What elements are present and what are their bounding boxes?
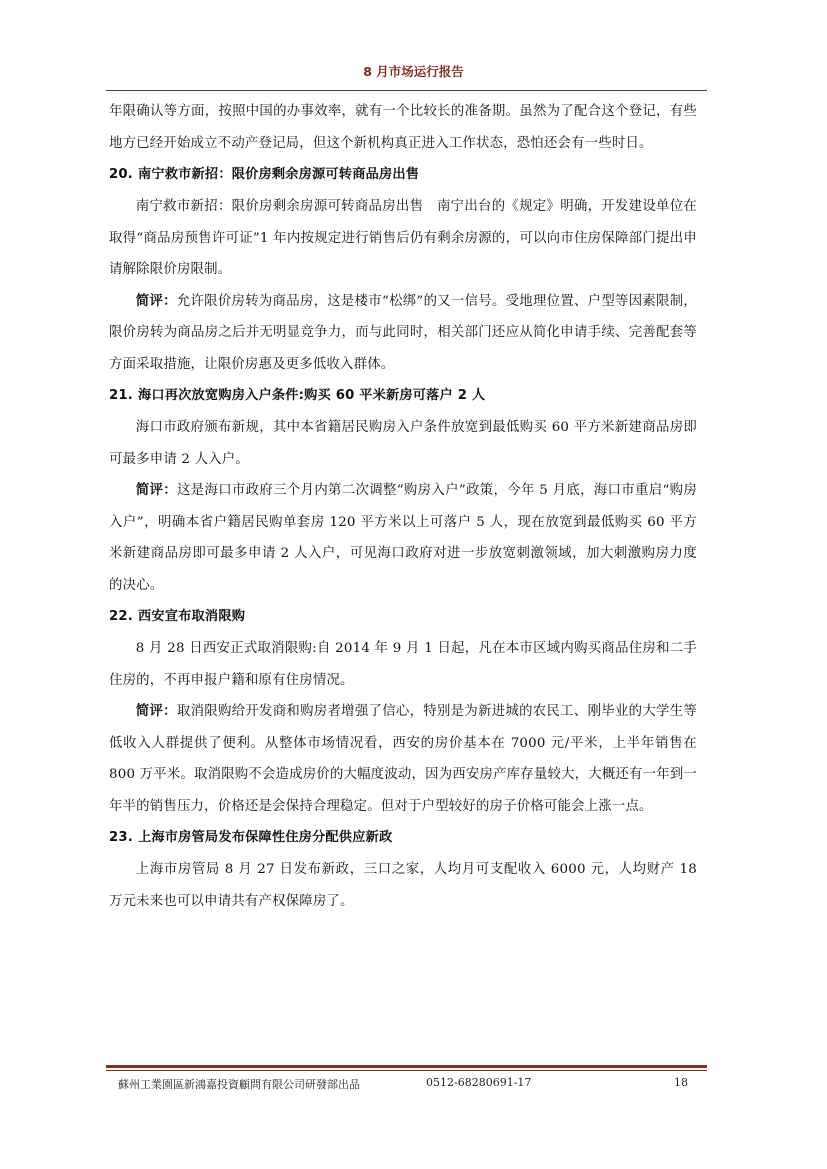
document-body	[109, 96, 697, 917]
footer-divider-thin	[106, 1070, 707, 1071]
section-number: 22.	[109, 609, 133, 624]
section-heading-22	[109, 601, 697, 633]
section-heading-21	[109, 380, 697, 412]
page-header-title: 8 月市场运行报告	[363, 64, 464, 79]
comment-label: 简评：	[135, 293, 177, 309]
comment-text: 允许限价房转为商品房，这是楼市“松绑”的又一信号。受地理位置、户型等因素限制，限价房转为商品房之后并无明显竞争力，而与此同时，相关部门还应从简化申请手续、完善配套等方面采取措施，让限价房惠及更多低收入群体。	[109, 293, 697, 372]
news-paragraph: 上海市房管局 8 月 27 日发布新政，三口之家，人均月可支配收入 6000 元，人均财产 18 万元未来也可以申请共有产权保障房了。	[109, 862, 697, 909]
news-paragraph: 8 月 28 日西安正式取消限购:自 2014 年 9 月 1 日起，凡在本市区域内购买商品住房和二手住房的，不再申报户籍和原有住房情况。	[109, 641, 697, 688]
page-number: 18	[674, 1076, 688, 1089]
section-heading-20	[109, 159, 697, 191]
comment-text: 取消限购给开发商和购房者增强了信心，特别是为新进城的农民工、刚毕业的大学生等低收入人群提供了便利。从整体市场情况看，西安的房价基本在 7000 元/平米，上半年销售在 800 万平米。取消限购不会造成房价的大幅度波动，因为西安房产库存量较大，大概还有一年到一年半的销售压力，价格还是会保持合理稳定。但对于户型较好的房子价格可能会上涨一点。	[109, 704, 697, 814]
comment-text: 这是海口市政府三个月内第二次调整“购房入户”政策，今年 5 月底，海口市重启“购房入户”，明确本省户籍居民购单套房 120 平方米以上可落户 5 人，现在放宽到最低购买 60 平方米新建商品房即可最多申请 2 人入户，可见海口政府对进一步放宽刺激领域，加大刺激购房力度的决心。	[109, 483, 697, 593]
section-heading-23	[109, 822, 697, 854]
news-paragraph: 南宁救市新招：限价房剩余房源可转商品房出售 南宁出台的《规定》明确，开发建设单位在取得“商品房预售许可证”1 年内按规定进行销售后仍有剩余房源的，可以向市住房保障部门提出申请解除限价房限制。	[109, 199, 697, 277]
comment-paragraph	[109, 286, 697, 381]
comment-label: 简评：	[135, 483, 177, 498]
footer-company: 蘇州工業園區新鴻嘉投資顧問有限公司研發部出品	[118, 1078, 360, 1091]
section-title: 上海市房管局发布保障性住房分配供应新政	[138, 830, 393, 845]
comment-paragraph	[109, 696, 697, 822]
footer-divider-thick	[106, 1065, 707, 1068]
section-title: 海口再次放宽购房入户条件:购买 60 平米新房可落户 2 人	[138, 388, 486, 403]
section-number: 23.	[109, 830, 133, 845]
section-number: 20.	[109, 167, 133, 182]
section-title: 南宁救市新招：限价房剩余房源可转商品房出售	[138, 167, 420, 182]
comment-label: 简评：	[135, 704, 177, 719]
paragraph-continued: 年限确认等方面，按照中国的办事效率，就有一个比较长的准备期。虽然为了配合这个登记，有些地方已经开始成立不动产登记局，但这个新机构真正进入工作状态，恐怕还会有一些时日。	[109, 104, 697, 151]
footer-phone: 0512-68280691-17	[426, 1076, 532, 1089]
header-divider	[106, 90, 707, 91]
comment-paragraph	[109, 475, 697, 601]
section-number: 21.	[109, 388, 133, 403]
section-title: 西安宣布取消限购	[138, 609, 246, 624]
news-paragraph: 海口市政府颁布新规，其中本省籍居民购房入户条件放宽到最低购买 60 平方米新建商品房即可最多申请 2 人入户。	[109, 420, 697, 467]
